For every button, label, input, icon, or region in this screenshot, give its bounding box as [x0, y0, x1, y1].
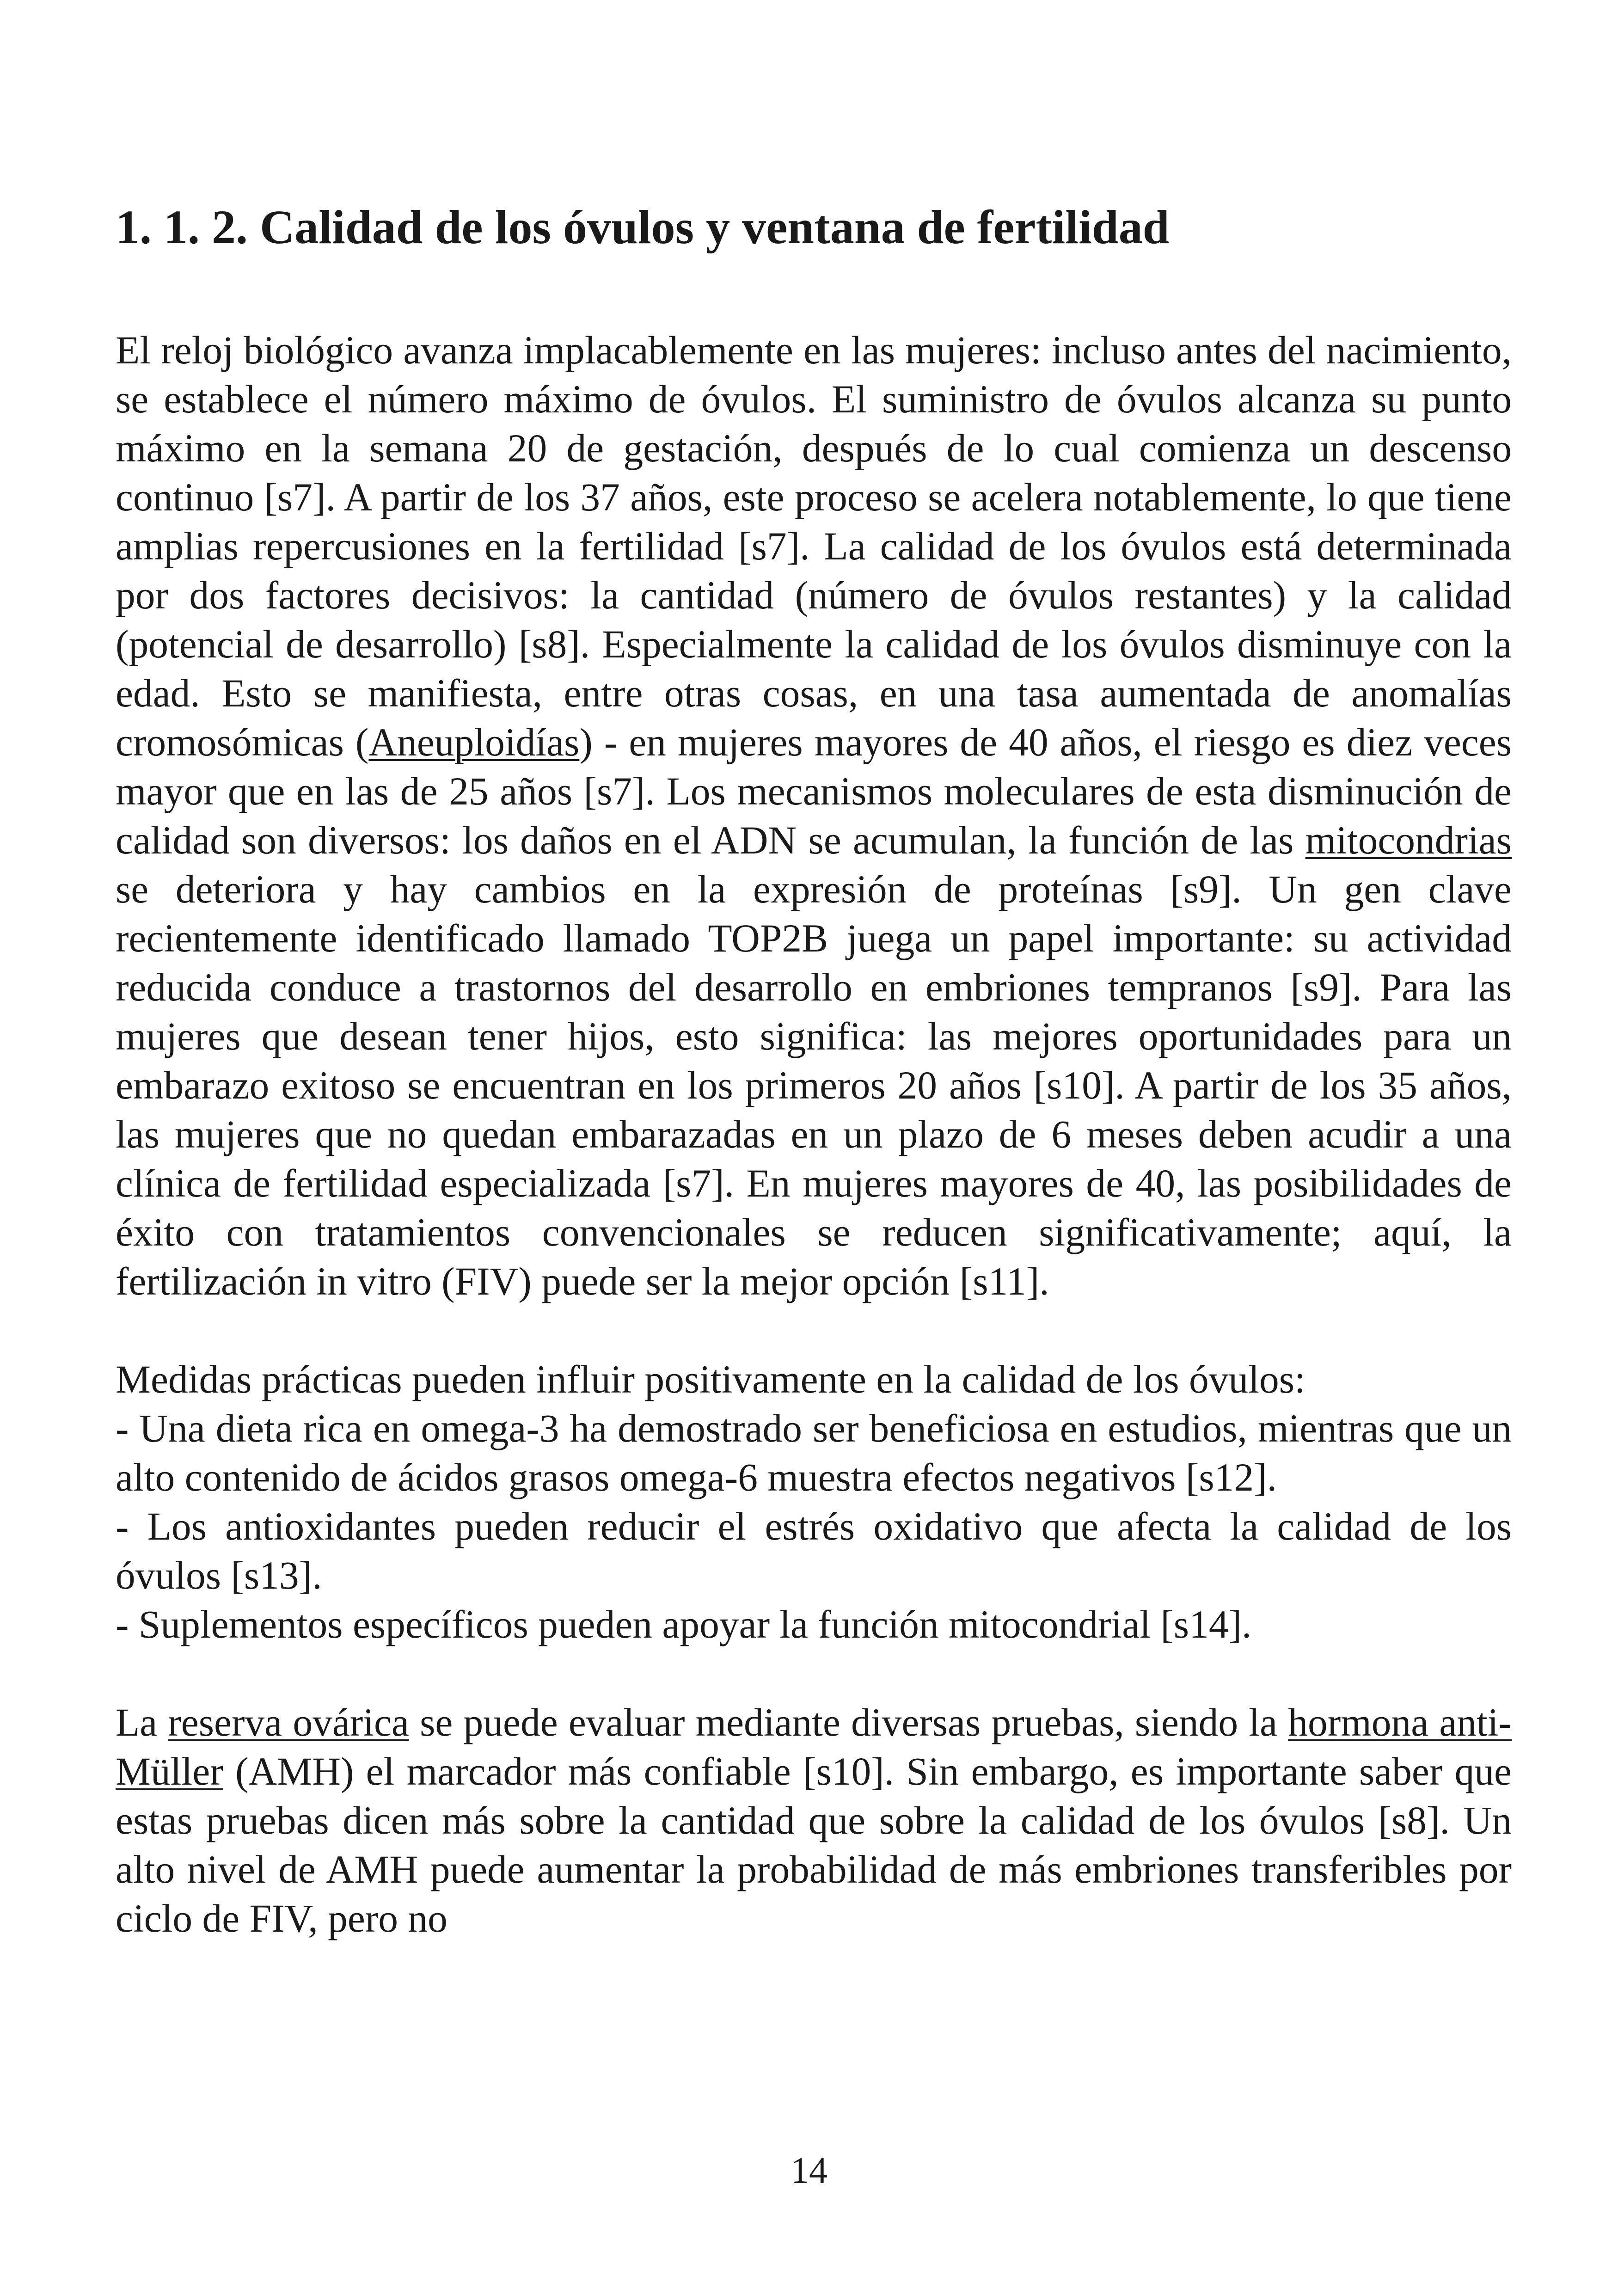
paragraph-text: se deteriora y hay cambios en la expresión de proteínas [s9]. Un gen clave recientemente identificado llamado TOP2B juega un papel importante: su actividad reducida conduce a trastornos del desarrollo en embriones tempranos [s9]. Para las mujeres que desean tener hijos, esto significa: las mejores oportunidades para un embarazo exitoso se encuentran en los primeros 20 años [s10]. A partir de los 35 años, las mujeres que no quedan embarazadas en un plazo de 6 meses deben acudir a una clínica de fertilidad especializada [s7]. En mujeres mayores de 40, las posibilidades de éxito con tratamientos convencionales se reducen significativamente; aquí, la fertilización in vitro (FIV) puede ser la mejor opción [s11]. — [116, 867, 1512, 1303]
section-title: 1. 1. 2. Calidad de los óvulos y ventana de fertilidad — [116, 201, 1170, 254]
paragraph-egg-quality — [116, 326, 1512, 1306]
paragraph-text: (AMH) el marcador más confiable [s10]. Sin embargo, es importante saber que estas pruebas dicen más sobre la cantidad que sobre la calidad de los óvulos [s8]. Un alto nivel de AMH puede aumentar la probabilidad de más embriones transferibles por ciclo de FIV, pero no — [116, 1750, 1512, 1940]
aneuploidias-link[interactable]: Aneuploidías — [368, 720, 580, 764]
document-page — [116, 199, 1512, 1943]
page-number: 14 — [791, 2150, 827, 2191]
list-item: - Los antioxidantes pueden reducir el estrés oxidativo que afecta la calidad de los óvulos [s13]. — [116, 1504, 1512, 1597]
list-item: - Una dieta rica en omega-3 ha demostrado ser beneficiosa en estudios, mientras que un alto contenido de ácidos grasos omega-6 muestra efectos negativos [s12]. — [116, 1406, 1512, 1499]
paragraph-text: La — [116, 1701, 168, 1744]
paragraph-text: El reloj biológico avanza implacablemente en las mujeres: incluso antes del nacimiento, se establece el número máximo de óvulos. El suministro de óvulos alcanza su punto máximo en la semana 20 de gestación, después de lo cual comienza un descenso continuo [s7]. A partir de los 37 años, este proceso se acelera notablemente, lo que tiene amplias repercusiones en la fertilidad [s7]. La calidad de los óvulos está determinada por dos factores decisivos: la cantidad (número de óvulos restantes) y la calidad (potencial de desarrollo) [s8]. Especialmente la calidad de los óvulos disminuye con la edad. Esto se manifiesta, entre otras cosas, en una tasa aumentada de anomalías cromosómicas ( — [116, 328, 1512, 764]
paragraph-ovarian-reserve — [116, 1698, 1512, 1943]
paragraph-text: se puede evaluar mediante diversas pruebas, siendo la — [409, 1701, 1288, 1744]
practical-measures-intro: Medidas prácticas pueden influir positivamente en la calidad de los óvulos: — [116, 1357, 1305, 1401]
reserva-ovarica-link[interactable]: reserva ovárica — [168, 1701, 409, 1744]
hormona-anti-muller-link[interactable]: hormona anti-Müller — [116, 1701, 1512, 1793]
list-item: - Suplementos específicos pueden apoyar la función mitocondrial [s14]. — [116, 1602, 1252, 1646]
mitocondrias-link[interactable]: mitocondrias — [1305, 818, 1512, 862]
paragraph-text: ) - en mujeres mayores de 40 años, el riesgo es diez veces mayor que en las de 25 años [s7]. Los mecanismos moleculares de esta disminución de calidad son diversos: los daños en el ADN se acumulan, la función de las — [116, 720, 1512, 862]
